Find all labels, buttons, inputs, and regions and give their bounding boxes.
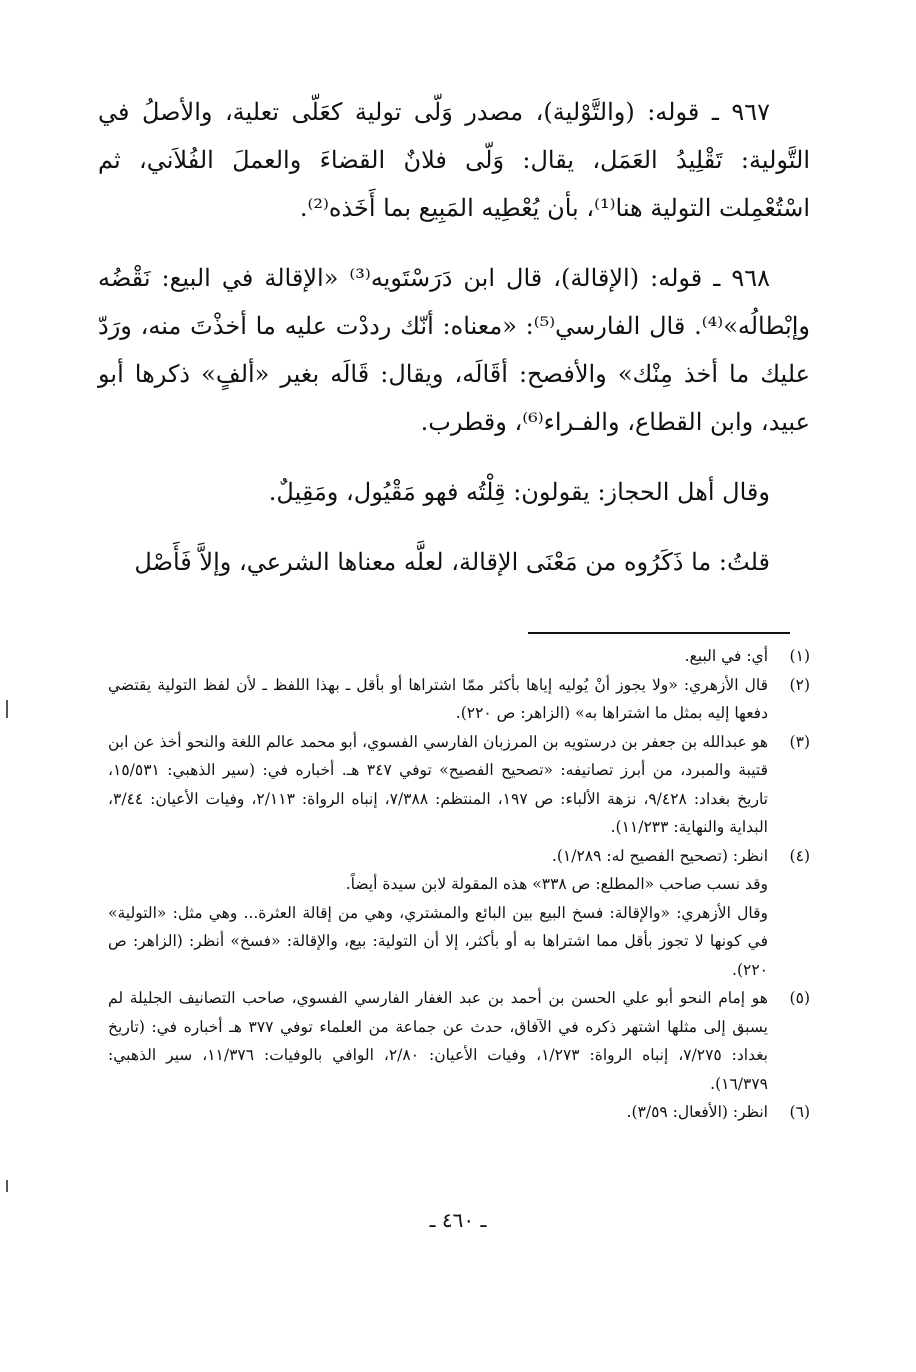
footnotes xyxy=(108,642,810,1127)
paragraph-968: ٩٦٨ ـ قوله: (الإقالة)، قال ابن دَرَسْتَويه⁽³⁾ «الإقالة في البيع: نَقْضُه وإبْطالُه»⁽⁴⁾. قال الفارسي⁽⁵⁾: «معناه: أنّك رددْت عليه ما أخذْتَ منه، ورَدّ عليك ما أخذ مِنْك» والأفصح: أقَالَه، ويقال: قَالَه بغير «ألفٍ» ذكرها أبو عبيد، وابن القطاع، والفـراء⁽⁶⁾، وقطرب. xyxy=(98,264,810,436)
footnote-text: وقد نسب صاحب «المطلع: ص ٣٣٨» هذه المقولة لابن سيدة أيضاً. xyxy=(345,875,768,893)
paragraph-hijaz: وقال أهل الحجاز: يقولون: قِلْتُه فهو مَقْيُول، ومَقِيلٌ. xyxy=(268,478,770,506)
footnote-3 xyxy=(108,728,810,842)
page-number: ـ ٤٦٠ ـ xyxy=(429,1208,487,1232)
footnote-5 xyxy=(108,984,810,1098)
footnote-1 xyxy=(108,642,810,671)
footnote-text: قال الأزهري: «ولا يجوز أنْ يُوليه إياها بأكثر ممّا اشتراها أو بأقل ـ بهذا اللفظ ـ لأن لفظ التولية يقتضي دفعها إليه بمثل ما اشتراها به» (الزاهر: ص ٢٢٠). xyxy=(108,675,768,722)
footnote-text: أي: في البيع. xyxy=(684,647,768,665)
main-text xyxy=(98,88,810,608)
scan-edge-mark xyxy=(6,1180,8,1192)
footnote-text: هو عبدالله بن جعفر بن درستويه بن المرزبان الفارسي الفسوي، أبو محمد عالم اللغة والنحو أخذ عن ابن قتيبة والمبرد، من أبرز تصانيفه: «تصحيح الفصيح» توفي ٣٤٧ هـ. أخباره في: (سير الذهبي: ١٥/٥٣١، تاريخ بغداد: ٩/٤٢٨، نزهة الألباء: ص ١٩٧، المنتظم: ٧/٣٨٨، إنباه الرواة: ٢/١١٣، وفيات الأعيان: ٣/٤٤، البداية والنهاية: ١١/٢٣٣). xyxy=(108,732,768,836)
footnote-text: هو إمام النحو أبو علي الحسن بن أحمد بن عبد الغفار الفارسي الفسوي، صاحب التصانيف الجليلة لم يسبق إلى مثلها اشتهر ذكره في الآفاق، حدث عن جماعة من العلماء توفي ٣٧٧ هـ أخباره في: (تاريخ بغداد: ٧/٢٧٥، إنباه الرواة: ١/٢٧٣، وفيات الأعيان: ٢/٨٠، الوافي بالوفيات: ١١/٣٧٦، سير الذهبي: ١٦/٣٧٩). xyxy=(108,989,769,1093)
footnote-separator xyxy=(528,632,790,634)
footnote-6 xyxy=(108,1098,810,1127)
footnote-4 xyxy=(108,842,810,985)
footnote-text: انظر: (الأفعال: ٣/٥٩). xyxy=(626,1103,768,1121)
footnote-number: (٦) xyxy=(789,1103,810,1121)
footnote-text: انظر: (تصحيح الفصيح له: ١/٢٨٩). xyxy=(551,846,768,865)
footnote-number: (٤) xyxy=(789,846,810,865)
footnote-text: وقال الأزهري: «والإقالة: فسخ البيع بين البائع والمشتري، وهي من إقالة العثرة... وهي مثل: «التولية» في كونها لا تجوز بأقل مما اشتراها به أو بأكثر، إلا أن التولية: بيع، والإقالة: «فسخ» أنظر: (الزاهر: ص ٢٢٠). xyxy=(108,903,768,979)
footnote-number: (٥) xyxy=(789,989,810,1007)
footnote-number: (٢) xyxy=(789,675,810,694)
paragraph-qultu: قلتُ: ما ذَكَرُوه من مَعْنَى الإقالة، لعلَّه معناها الشرعي، وإلاَّ فَأَصْل xyxy=(134,548,770,576)
footnote-2 xyxy=(108,671,810,728)
scan-edge-mark xyxy=(6,700,8,718)
footnote-number: (٣) xyxy=(789,732,810,751)
footnote-number: (١) xyxy=(789,647,810,665)
paragraph-967: ٩٦٧ ـ قوله: (والتَّوْلية)، مصدر وَلّى تولية كعَلّى تعلية، والأصلُ في التَّولية: تَقْلِيدُ العَمَل، يقال: وَلّى فلانٌ القضاءَ والعملَ الفُلاَني، ثم اسْتُعْمِلت التولية هنا⁽¹⁾، بأن يُعْطِيه المَبِيع بما أَخَذه⁽²⁾. xyxy=(98,98,810,222)
